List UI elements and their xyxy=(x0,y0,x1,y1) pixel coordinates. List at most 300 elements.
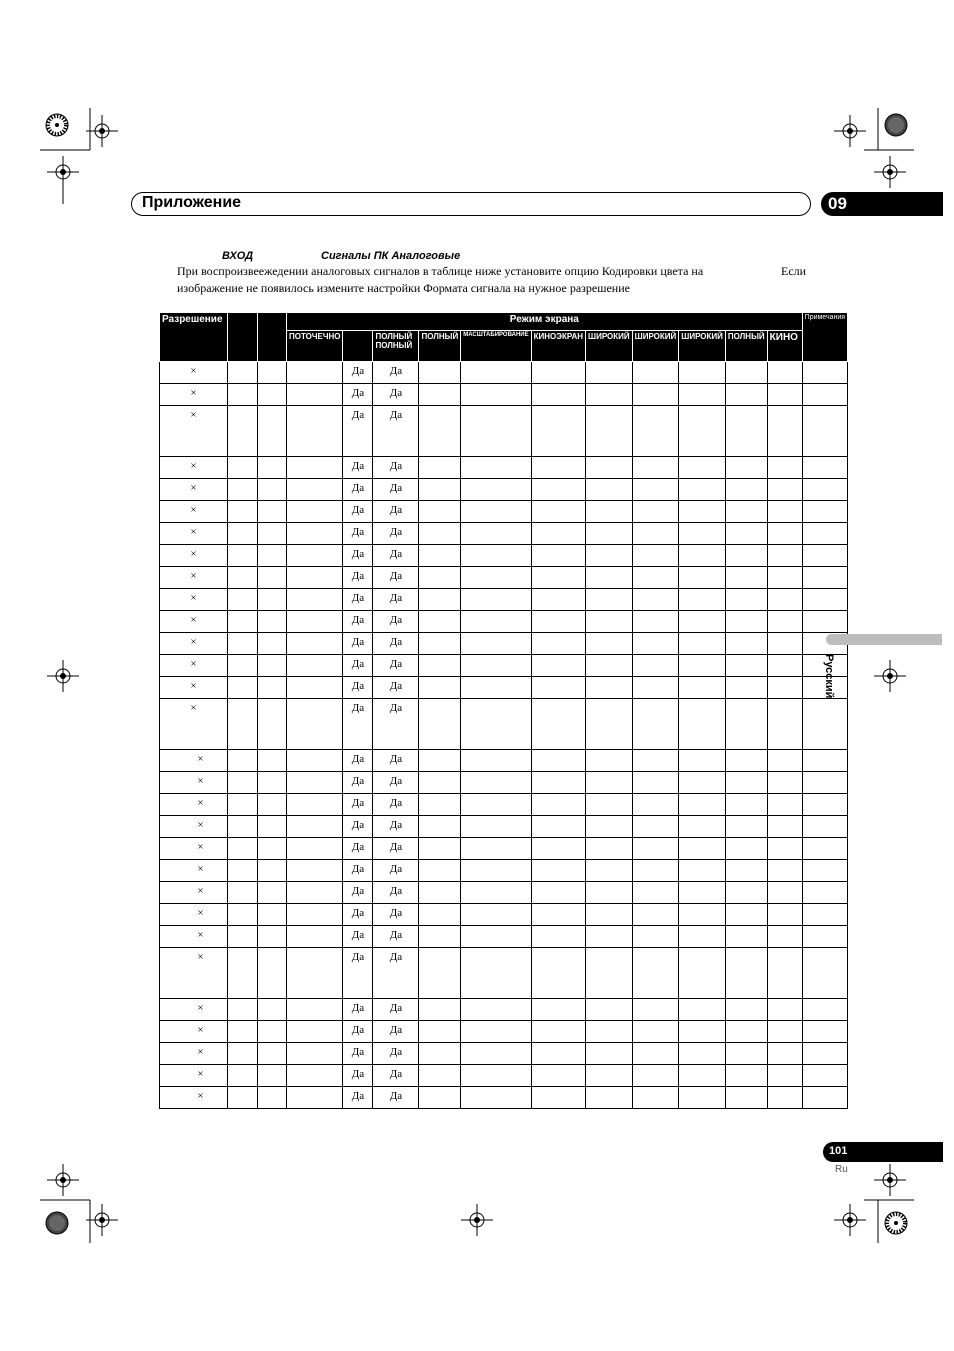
empty-cell xyxy=(531,750,585,772)
empty-cell xyxy=(531,501,585,523)
empty-cell xyxy=(258,1065,287,1087)
empty-cell xyxy=(802,1065,847,1087)
empty-cell xyxy=(767,1087,802,1109)
empty-cell xyxy=(767,633,802,655)
empty-cell xyxy=(419,567,461,589)
mode-value-cell: Да xyxy=(343,1043,373,1065)
empty-cell xyxy=(461,926,531,948)
table-row xyxy=(160,750,848,772)
empty-cell xyxy=(802,1087,847,1109)
empty-cell xyxy=(419,655,461,677)
empty-cell xyxy=(461,948,531,999)
empty-cell xyxy=(767,750,802,772)
mode-value-cell: Да xyxy=(373,794,419,816)
empty-cell xyxy=(767,999,802,1021)
empty-cell xyxy=(725,406,767,457)
empty-cell xyxy=(258,633,287,655)
empty-cell xyxy=(419,611,461,633)
mode-value-cell: Да xyxy=(373,589,419,611)
mode-value-cell: Да xyxy=(373,838,419,860)
empty-cell xyxy=(767,772,802,794)
empty-cell xyxy=(802,816,847,838)
empty-cell xyxy=(586,948,633,999)
empty-cell xyxy=(767,948,802,999)
empty-cell xyxy=(258,772,287,794)
empty-cell xyxy=(632,1065,679,1087)
empty-cell xyxy=(419,772,461,794)
empty-cell xyxy=(461,772,531,794)
empty-cell xyxy=(287,1065,343,1087)
empty-cell xyxy=(228,384,258,406)
empty-cell xyxy=(679,406,726,457)
empty-cell xyxy=(531,677,585,699)
empty-cell xyxy=(461,479,531,501)
mode-header: ПОЛНЫЙ ПОЛНЫЙ xyxy=(373,331,419,362)
mode-header: КИНОЭКРАН xyxy=(531,331,585,362)
table-row xyxy=(160,479,848,501)
empty-cell xyxy=(461,699,531,750)
empty-cell xyxy=(767,904,802,926)
empty-cell xyxy=(679,545,726,567)
empty-cell xyxy=(419,1021,461,1043)
empty-cell xyxy=(725,611,767,633)
mode-value-cell: Да xyxy=(343,523,373,545)
mode-value-cell: Да xyxy=(343,1021,373,1043)
empty-cell xyxy=(228,567,258,589)
resolution-cell: × xyxy=(160,523,228,545)
mode-value-cell: Да xyxy=(373,1021,419,1043)
mode-header: КИНО xyxy=(767,331,802,362)
empty-cell xyxy=(632,904,679,926)
signal-label: Сигналы ПК Аналоговые xyxy=(321,250,461,262)
empty-cell xyxy=(586,589,633,611)
empty-cell xyxy=(725,750,767,772)
resolution-cell: × xyxy=(160,362,228,384)
empty-cell xyxy=(228,457,258,479)
empty-cell xyxy=(258,999,287,1021)
empty-cell xyxy=(632,882,679,904)
empty-cell xyxy=(258,1087,287,1109)
empty-cell xyxy=(258,479,287,501)
empty-cell xyxy=(802,699,847,750)
col-resolution: Разрешение xyxy=(160,313,228,362)
empty-cell xyxy=(531,1087,585,1109)
empty-cell xyxy=(287,677,343,699)
empty-cell xyxy=(802,545,847,567)
table-row xyxy=(160,677,848,699)
empty-cell xyxy=(632,406,679,457)
empty-cell xyxy=(802,1043,847,1065)
empty-cell xyxy=(767,589,802,611)
empty-cell xyxy=(461,1087,531,1109)
empty-cell xyxy=(767,882,802,904)
mode-value-cell: Да xyxy=(343,750,373,772)
empty-cell xyxy=(725,567,767,589)
empty-cell xyxy=(586,1065,633,1087)
mode-header: ПОЛНЫЙ xyxy=(419,331,461,362)
empty-cell xyxy=(228,838,258,860)
empty-cell xyxy=(531,362,585,384)
empty-cell xyxy=(679,655,726,677)
empty-cell xyxy=(725,999,767,1021)
empty-cell xyxy=(531,406,585,457)
resolution-cell: × xyxy=(160,611,228,633)
empty-cell xyxy=(802,567,847,589)
empty-cell xyxy=(258,362,287,384)
empty-cell xyxy=(228,926,258,948)
empty-cell xyxy=(632,699,679,750)
empty-cell xyxy=(258,1043,287,1065)
resolution-cell: × xyxy=(160,772,228,794)
empty-cell xyxy=(767,794,802,816)
empty-cell xyxy=(725,860,767,882)
empty-cell xyxy=(228,633,258,655)
empty-cell xyxy=(632,1043,679,1065)
empty-cell xyxy=(287,794,343,816)
empty-cell xyxy=(679,589,726,611)
empty-cell xyxy=(632,655,679,677)
empty-cell xyxy=(419,384,461,406)
empty-cell xyxy=(287,948,343,999)
empty-cell xyxy=(461,794,531,816)
empty-cell xyxy=(531,545,585,567)
mode-value-cell: Да xyxy=(343,589,373,611)
resolution-cell: × xyxy=(160,816,228,838)
empty-cell xyxy=(632,677,679,699)
empty-cell xyxy=(679,838,726,860)
mode-value-cell: Да xyxy=(373,882,419,904)
empty-cell xyxy=(461,589,531,611)
empty-cell xyxy=(679,479,726,501)
empty-cell xyxy=(802,406,847,457)
empty-cell xyxy=(531,589,585,611)
empty-cell xyxy=(632,838,679,860)
mode-value-cell: Да xyxy=(373,362,419,384)
empty-cell xyxy=(725,948,767,999)
empty-cell xyxy=(228,699,258,750)
mode-header: ПОТОЧЕЧНО xyxy=(287,331,343,362)
empty-cell xyxy=(725,362,767,384)
resolution-cell: × xyxy=(160,1065,228,1087)
empty-cell xyxy=(725,457,767,479)
mode-value-cell: Да xyxy=(373,772,419,794)
empty-cell xyxy=(725,816,767,838)
empty-cell xyxy=(419,999,461,1021)
empty-cell xyxy=(461,501,531,523)
table-row xyxy=(160,567,848,589)
empty-cell xyxy=(802,589,847,611)
mode-value-cell: Да xyxy=(373,860,419,882)
empty-cell xyxy=(767,1043,802,1065)
empty-cell xyxy=(258,1021,287,1043)
empty-cell xyxy=(679,1087,726,1109)
empty-cell xyxy=(258,904,287,926)
mode-value-cell: Да xyxy=(373,523,419,545)
empty-cell xyxy=(531,457,585,479)
empty-cell xyxy=(531,838,585,860)
mode-value-cell: Да xyxy=(373,384,419,406)
empty-cell xyxy=(679,611,726,633)
empty-cell xyxy=(725,699,767,750)
empty-cell xyxy=(586,633,633,655)
mode-value-cell: Да xyxy=(373,655,419,677)
empty-cell xyxy=(461,860,531,882)
empty-cell xyxy=(586,1043,633,1065)
empty-cell xyxy=(228,904,258,926)
empty-cell xyxy=(725,926,767,948)
table-row xyxy=(160,1043,848,1065)
empty-cell xyxy=(419,589,461,611)
empty-cell xyxy=(767,1021,802,1043)
empty-cell xyxy=(586,384,633,406)
resolution-cell: × xyxy=(160,794,228,816)
mode-header: ШИРОКИЙ xyxy=(586,331,633,362)
empty-cell xyxy=(531,655,585,677)
empty-cell xyxy=(419,904,461,926)
empty-cell xyxy=(679,699,726,750)
empty-cell xyxy=(287,611,343,633)
empty-cell xyxy=(419,406,461,457)
empty-cell xyxy=(725,1021,767,1043)
table-row xyxy=(160,816,848,838)
empty-cell xyxy=(767,523,802,545)
mode-value-cell: Да xyxy=(343,860,373,882)
empty-cell xyxy=(802,384,847,406)
empty-cell xyxy=(767,362,802,384)
empty-cell xyxy=(419,479,461,501)
empty-cell xyxy=(632,545,679,567)
empty-cell xyxy=(725,677,767,699)
resolution-cell: × xyxy=(160,501,228,523)
empty-cell xyxy=(287,860,343,882)
table-row xyxy=(160,406,848,457)
empty-cell xyxy=(767,501,802,523)
empty-cell xyxy=(632,999,679,1021)
table-row xyxy=(160,1087,848,1109)
col-notes: Примечания xyxy=(802,313,847,362)
empty-cell xyxy=(767,479,802,501)
resolution-cell: × xyxy=(160,655,228,677)
resolution-cell: × xyxy=(160,589,228,611)
empty-cell xyxy=(679,999,726,1021)
mode-value-cell: Да xyxy=(373,611,419,633)
table-row xyxy=(160,655,848,677)
empty-cell xyxy=(586,362,633,384)
empty-cell xyxy=(802,750,847,772)
mode-value-cell: Да xyxy=(373,1065,419,1087)
mode-value-cell: Да xyxy=(343,633,373,655)
mode-header: МАСШТАБИРОВАНИЕ xyxy=(461,331,531,362)
empty-cell xyxy=(725,772,767,794)
resolution-cell: × xyxy=(160,384,228,406)
empty-cell xyxy=(287,926,343,948)
mode-value-cell: Да xyxy=(373,545,419,567)
language-side-tab xyxy=(826,634,942,645)
empty-cell xyxy=(228,772,258,794)
table-row xyxy=(160,523,848,545)
empty-cell xyxy=(586,457,633,479)
empty-cell xyxy=(725,384,767,406)
empty-cell xyxy=(531,699,585,750)
empty-cell xyxy=(531,1021,585,1043)
empty-cell xyxy=(802,772,847,794)
mode-value-cell: Да xyxy=(343,384,373,406)
empty-cell xyxy=(725,1043,767,1065)
table-row xyxy=(160,501,848,523)
empty-cell xyxy=(632,501,679,523)
empty-cell xyxy=(531,611,585,633)
table-row xyxy=(160,589,848,611)
table-row xyxy=(160,999,848,1021)
empty-cell xyxy=(258,523,287,545)
mode-value-cell: Да xyxy=(343,406,373,457)
resolution-cell: × xyxy=(160,699,228,750)
empty-cell xyxy=(258,406,287,457)
empty-cell xyxy=(632,611,679,633)
table-row xyxy=(160,1021,848,1043)
empty-cell xyxy=(228,999,258,1021)
resolution-cell: × xyxy=(160,882,228,904)
signal-table xyxy=(159,312,848,1109)
empty-cell xyxy=(287,772,343,794)
empty-cell xyxy=(228,589,258,611)
empty-cell xyxy=(586,926,633,948)
empty-cell xyxy=(679,677,726,699)
empty-cell xyxy=(632,860,679,882)
table-row xyxy=(160,838,848,860)
empty-cell xyxy=(725,1065,767,1087)
mode-value-cell: Да xyxy=(343,501,373,523)
empty-cell xyxy=(586,501,633,523)
empty-cell xyxy=(461,838,531,860)
empty-cell xyxy=(802,948,847,999)
empty-cell xyxy=(767,1065,802,1087)
table-row xyxy=(160,772,848,794)
table-row xyxy=(160,948,848,999)
mode-value-cell: Да xyxy=(343,816,373,838)
mode-value-cell: Да xyxy=(373,904,419,926)
table-row xyxy=(160,794,848,816)
empty-cell xyxy=(258,948,287,999)
empty-cell xyxy=(632,384,679,406)
mode-value-cell: Да xyxy=(373,633,419,655)
empty-cell xyxy=(287,999,343,1021)
empty-cell xyxy=(258,794,287,816)
empty-cell xyxy=(679,794,726,816)
empty-cell xyxy=(531,384,585,406)
empty-cell xyxy=(586,523,633,545)
empty-cell xyxy=(461,523,531,545)
empty-cell xyxy=(725,501,767,523)
empty-cell xyxy=(287,882,343,904)
resolution-cell: × xyxy=(160,1087,228,1109)
table-row xyxy=(160,545,848,567)
empty-cell xyxy=(461,567,531,589)
mode-value-cell: Да xyxy=(373,479,419,501)
empty-cell xyxy=(632,567,679,589)
intro-line-2: изображение не появилось измените настройки Формата сигнала на нужное разрешение xyxy=(177,281,630,295)
empty-cell xyxy=(287,633,343,655)
empty-cell xyxy=(287,750,343,772)
empty-cell xyxy=(632,1087,679,1109)
empty-cell xyxy=(287,589,343,611)
empty-cell xyxy=(632,1021,679,1043)
empty-cell xyxy=(725,479,767,501)
empty-cell xyxy=(287,523,343,545)
table-row xyxy=(160,457,848,479)
empty-cell xyxy=(531,948,585,999)
col-blank-2 xyxy=(258,313,287,362)
empty-cell xyxy=(767,926,802,948)
empty-cell xyxy=(632,457,679,479)
empty-cell xyxy=(228,948,258,999)
mode-header: ШИРОКИЙ xyxy=(679,331,726,362)
mode-value-cell: Да xyxy=(373,457,419,479)
empty-cell xyxy=(258,750,287,772)
empty-cell xyxy=(632,479,679,501)
empty-cell xyxy=(461,655,531,677)
chapter-number: 09 xyxy=(828,194,847,213)
resolution-cell: × xyxy=(160,545,228,567)
empty-cell xyxy=(586,406,633,457)
mode-value-cell: Да xyxy=(343,545,373,567)
empty-cell xyxy=(802,501,847,523)
empty-cell xyxy=(632,362,679,384)
page-number: 101 xyxy=(829,1145,848,1157)
empty-cell xyxy=(802,523,847,545)
empty-cell xyxy=(287,501,343,523)
empty-cell xyxy=(461,999,531,1021)
table-row xyxy=(160,904,848,926)
empty-cell xyxy=(767,567,802,589)
empty-cell xyxy=(725,1087,767,1109)
empty-cell xyxy=(586,677,633,699)
empty-cell xyxy=(419,882,461,904)
empty-cell xyxy=(228,655,258,677)
empty-cell xyxy=(228,1043,258,1065)
empty-cell xyxy=(767,816,802,838)
empty-cell xyxy=(228,1087,258,1109)
empty-cell xyxy=(531,999,585,1021)
table-row xyxy=(160,384,848,406)
resolution-cell: × xyxy=(160,948,228,999)
empty-cell xyxy=(632,750,679,772)
resolution-cell: × xyxy=(160,904,228,926)
empty-cell xyxy=(586,999,633,1021)
empty-cell xyxy=(287,406,343,457)
mode-header: ПОЛНЫЙ xyxy=(725,331,767,362)
mode-value-cell: Да xyxy=(373,699,419,750)
empty-cell xyxy=(679,384,726,406)
resolution-cell: × xyxy=(160,567,228,589)
mode-value-cell: Да xyxy=(373,501,419,523)
empty-cell xyxy=(767,611,802,633)
empty-cell xyxy=(679,816,726,838)
empty-cell xyxy=(679,1021,726,1043)
empty-cell xyxy=(586,838,633,860)
empty-cell xyxy=(531,882,585,904)
mode-value-cell: Да xyxy=(373,999,419,1021)
empty-cell xyxy=(725,655,767,677)
empty-cell xyxy=(419,523,461,545)
empty-cell xyxy=(679,523,726,545)
empty-cell xyxy=(258,677,287,699)
table-row xyxy=(160,860,848,882)
empty-cell xyxy=(586,750,633,772)
empty-cell xyxy=(586,655,633,677)
empty-cell xyxy=(258,589,287,611)
empty-cell xyxy=(287,362,343,384)
